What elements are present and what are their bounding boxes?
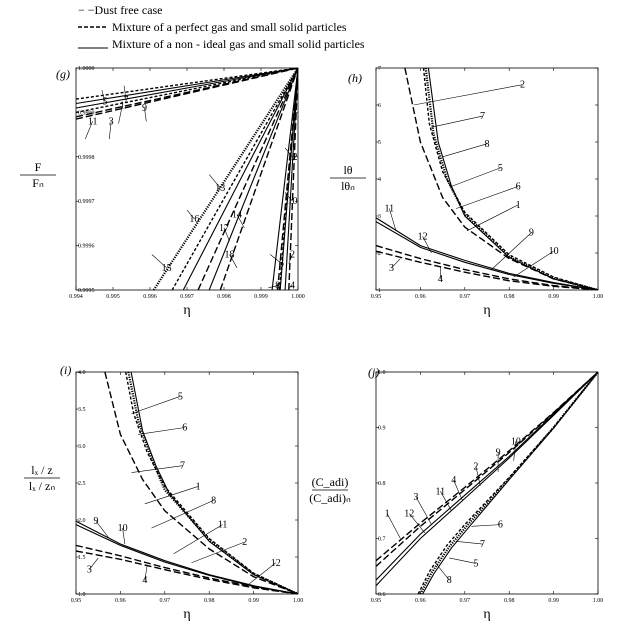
y-axis-label-denominator: lθₙ	[341, 179, 355, 193]
curve-label-9: 9	[528, 227, 534, 239]
panel-label: (h)	[348, 71, 362, 85]
curve-label-9: 9	[141, 102, 147, 114]
y-tick-label: 0.9995	[78, 288, 95, 294]
y-axis-label-numerator: F	[34, 160, 42, 174]
panel-label: (g)	[56, 67, 70, 81]
x-axis-label: η	[483, 303, 491, 318]
x-axis-label: η	[183, 303, 191, 318]
curve-label-1: 1	[384, 508, 390, 520]
curve-label-11: 11	[217, 519, 228, 531]
curve-label-12: 12	[287, 151, 298, 163]
x-tick-label: 0.996	[143, 294, 157, 300]
y-tick-label: 0.9999	[78, 110, 95, 117]
curve-label-10: 10	[510, 436, 521, 448]
y-tick-label: 1	[378, 288, 381, 294]
x-tick-label: 0.99	[248, 598, 259, 604]
x-tick-label: 0.99	[548, 598, 559, 604]
y-tick-label: 0.9998	[78, 154, 95, 161]
label-leader-5	[132, 396, 181, 413]
x-tick-label: 0.97	[459, 598, 471, 604]
curve-label-2: 2	[520, 79, 526, 91]
curve-label-17: 17	[219, 222, 229, 234]
x-tick-label: 0.99	[548, 294, 559, 300]
y-tick-label: 0.9997	[78, 199, 95, 206]
y-axis-label-denominator: (C_adi)ₙ	[309, 491, 351, 505]
x-tick-label: 0.995	[106, 294, 120, 300]
x-tick-label: 0.95	[370, 598, 382, 604]
curve-label-7: 7	[180, 460, 186, 472]
series-line-3	[76, 545, 298, 594]
y-tick-label: 0.9996	[78, 243, 95, 250]
curve-label-13: 13	[215, 182, 226, 194]
label-leader-6	[138, 428, 185, 435]
x-tick-label: 0.98	[503, 294, 515, 300]
curve-label-9: 9	[495, 447, 501, 459]
y-tick-label: 5	[378, 140, 381, 146]
y-tick-label: 7	[378, 66, 381, 72]
label-leader-5	[451, 168, 500, 187]
x-tick-label: 0.994	[69, 294, 83, 300]
curve-label-6: 6	[278, 258, 284, 270]
curve-label-7: 7	[123, 94, 129, 106]
y-tick-label: 4.0	[78, 370, 86, 376]
curve-label-6: 6	[515, 181, 521, 193]
label-leader-2	[414, 85, 523, 105]
curve-label-5: 5	[102, 96, 108, 108]
curve-label-18: 18	[224, 249, 235, 261]
label-leader-1	[467, 205, 518, 231]
curve-label-6: 6	[497, 519, 503, 531]
curve-label-7: 7	[480, 111, 486, 123]
x-tick-label: 0.999	[254, 294, 268, 300]
series-line-4	[376, 372, 598, 561]
label-leader-5	[449, 558, 476, 564]
curve-label-7: 7	[480, 539, 486, 551]
y-tick-label: 1.0000	[78, 66, 95, 72]
label-leader-6	[456, 186, 518, 208]
series-line-7	[76, 68, 298, 99]
x-tick-label: 0.97	[159, 598, 171, 604]
y-tick-label: 1.0	[378, 370, 386, 376]
curve-label-5: 5	[497, 162, 503, 174]
label-leader-8	[443, 144, 487, 157]
series-group	[76, 68, 298, 290]
curve-label-8: 8	[275, 280, 281, 292]
y-axis-label-numerator: lθ	[343, 163, 353, 177]
y-tick-label: 0.9	[378, 425, 386, 432]
curve-label-11: 11	[435, 486, 446, 498]
chart-panel-j	[309, 365, 603, 622]
curve-label-3: 3	[108, 116, 114, 128]
curve-label-1: 1	[515, 199, 521, 211]
x-tick-label: 1.00	[592, 598, 604, 604]
series-line-11	[376, 218, 598, 290]
plot-frame	[76, 372, 298, 594]
y-tick-label: 1.0	[78, 592, 86, 598]
curve-label-10: 10	[548, 246, 559, 258]
series-line-10	[76, 525, 298, 594]
curve-label-4: 4	[142, 575, 148, 587]
x-tick-label: 0.98	[503, 598, 515, 604]
curve-label-15: 15	[161, 262, 172, 274]
curve-label-6: 6	[182, 422, 188, 434]
series-group	[76, 372, 298, 594]
x-axis-label: η	[483, 607, 491, 622]
y-tick-label: 3.5	[78, 407, 86, 413]
panel-label: (j)	[368, 365, 380, 379]
x-tick-label: 0.98	[203, 598, 215, 604]
y-tick-label: 0.8	[378, 481, 386, 487]
legend-label-non-ideal-gas: Mixture of a non - ideal gas and small solid particles	[112, 36, 365, 51]
curve-label-2: 2	[289, 249, 295, 261]
x-tick-label: 0.998	[217, 294, 231, 300]
x-axis-label: η	[183, 607, 191, 622]
curve-label-11: 11	[87, 116, 98, 128]
x-tick-label: 1.00	[592, 294, 604, 300]
curve-label-4: 4	[451, 475, 457, 487]
curve-label-12: 12	[404, 508, 415, 520]
series-line-16	[172, 68, 298, 290]
x-tick-label: 1.000	[291, 294, 305, 300]
curve-label-1: 1	[119, 100, 125, 112]
y-axis-label-denominator: Fₙ	[32, 176, 44, 190]
series-line-3	[376, 246, 598, 290]
curve-label-5: 5	[473, 558, 479, 570]
series-line-5	[423, 372, 598, 594]
series-group	[376, 372, 598, 594]
label-leader-9	[491, 233, 531, 270]
y-tick-label: 1.5	[78, 555, 86, 561]
curve-label-2: 2	[242, 536, 248, 548]
y-axis-label-numerator: lₓ / z	[31, 463, 53, 477]
curve-label-5: 5	[177, 391, 183, 403]
curve-label-16: 16	[189, 213, 200, 225]
y-axis-label-denominator: lₓ / zₙ	[28, 479, 56, 493]
label-leader-1	[145, 486, 198, 503]
plot-frame	[76, 68, 298, 290]
curve-label-3: 3	[389, 262, 395, 274]
x-tick-label: 0.95	[70, 598, 82, 604]
y-tick-label: 2.0	[78, 518, 86, 524]
x-tick-label: 0.96	[115, 598, 126, 604]
label-leader-10	[514, 251, 554, 277]
panel-label: (i)	[60, 363, 72, 377]
label-leader-7	[432, 116, 483, 127]
chart-panel-h	[330, 66, 603, 318]
y-tick-label: 2.5	[78, 481, 86, 487]
plot-frame	[376, 68, 598, 290]
label-leader-7	[456, 541, 483, 544]
x-tick-label: 0.96	[415, 598, 426, 604]
curve-label-4: 4	[437, 273, 443, 285]
curve-label-9: 9	[93, 516, 99, 528]
curve-label-10: 10	[287, 196, 298, 208]
series-line-11	[76, 68, 298, 119]
y-tick-label: 4	[378, 177, 381, 183]
x-tick-label: 0.95	[370, 294, 382, 300]
curve-label-3: 3	[86, 564, 92, 576]
series-group	[376, 68, 598, 290]
chart-panel-g	[20, 66, 305, 318]
curve-label-8: 8	[211, 495, 217, 507]
label-leader-6	[471, 525, 500, 527]
chart-panel-i	[24, 363, 303, 622]
y-tick-label: 0.6	[378, 592, 386, 598]
x-tick-label: 0.97	[459, 294, 471, 300]
curve-label-8: 8	[484, 138, 490, 150]
curve-label-3: 3	[413, 491, 419, 503]
curve-label-12: 12	[417, 231, 428, 243]
curve-label-2: 2	[473, 461, 479, 473]
curve-label-10: 10	[117, 523, 128, 535]
legend-label-dust-free: − −Dust free case	[78, 2, 163, 17]
curve-label-11: 11	[384, 203, 395, 215]
x-tick-label: 0.997	[180, 294, 194, 300]
y-tick-label: 2	[378, 251, 381, 257]
y-tick-label: 0.7	[378, 536, 386, 543]
x-tick-label: 1.00	[292, 598, 304, 604]
y-tick-label: 6	[378, 103, 381, 109]
curve-label-12: 12	[270, 557, 281, 569]
series-line-7	[105, 372, 298, 594]
plot-frame	[376, 372, 598, 594]
y-tick-label: 3	[378, 214, 381, 220]
y-axis-label-numerator: (C_adi)	[311, 475, 349, 489]
x-tick-label: 0.96	[415, 294, 426, 300]
curve-label-1: 1	[195, 481, 201, 493]
y-tick-label: 3.0	[78, 444, 86, 450]
curve-label-8: 8	[446, 575, 452, 587]
legend-label-perfect-gas: Mixture of a perfect gas and small solid particles	[112, 19, 347, 34]
curve-label-14: 14	[231, 209, 242, 221]
curve-label-4: 4	[289, 280, 295, 292]
label-leader-11	[174, 525, 223, 554]
